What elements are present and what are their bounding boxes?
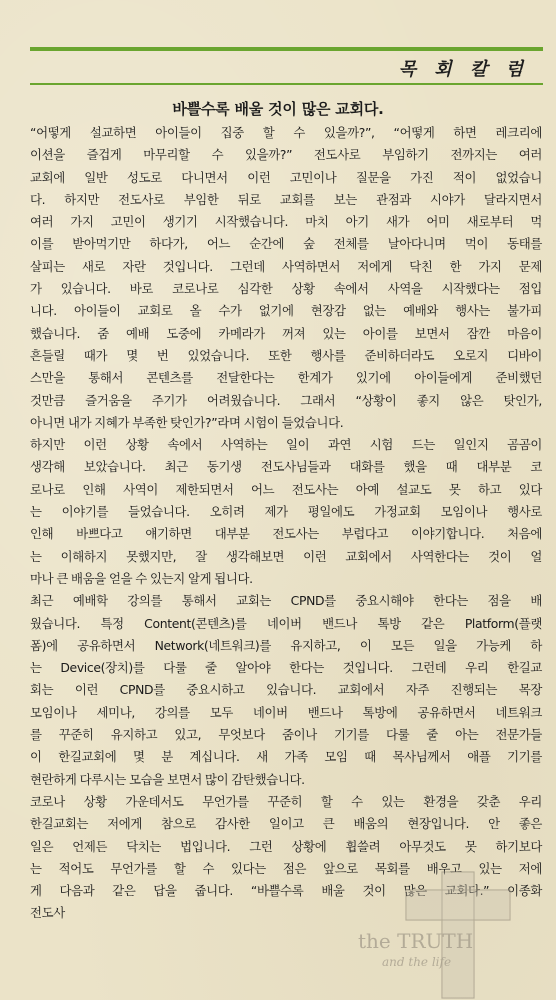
article-line: 게 다음과 같은 답을 줍니다. “바쁠수록 배울 것이 많은 교회다.” 이종화 bbox=[30, 883, 542, 899]
article-line: 살피는 새로 자란 것입니다. 그런데 사역하면서 저에게 닥친 한 가지 문제 bbox=[30, 258, 542, 274]
article-line: 니다. 아이들이 교회로 올 수가 없기에 현장감 없는 예배와 행사는 불가피 bbox=[30, 303, 542, 319]
article-line: 생각해 보았습니다. 최근 동기생 전도사님들과 대화를 했을 때 대부분 코 bbox=[30, 459, 542, 475]
article-line: “어떻게 설교하면 아이들이 집중 할 수 있을까?”, “어떻게 하면 레크리에 bbox=[30, 125, 542, 140]
article-line: 전도사 bbox=[30, 905, 65, 921]
article-body bbox=[30, 122, 542, 925]
article-line: 는 Device(장치)를 다룰 줄 알아야 한다는 것입니다. 그런데 우리 한길교 bbox=[30, 660, 542, 676]
article-line: 흔들릴 때가 몇 번 있었습니다. 또한 행사를 준비하더라도 오로지 디바이 bbox=[30, 347, 542, 363]
watermark-text-life: and the life bbox=[382, 955, 452, 969]
article-line: 최근 예배학 강의를 통해서 교회는 CPND를 중요시해야 한다는 점을 배 bbox=[30, 593, 542, 609]
article-line: 모임이나 세미나, 강의를 모두 네이버 밴드나 톡방에 공유하면서 네트워크 bbox=[30, 704, 542, 720]
article-line: 하지만 이런 상황 속에서 사역하는 일이 과연 시험 드는 일인지 곰곰이 bbox=[30, 437, 542, 453]
article-line: 것만큼 즐거움을 주기가 어려웠습니다. 그래서 “상황이 좋지 않은 탓인가, bbox=[30, 392, 542, 408]
article-line: 인해 바쁘다고 얘기하면 대부분 전도사는 부럽다고 이야기합니다. 처음에 bbox=[30, 526, 542, 542]
article-line: 교회에 일반 성도로 다니면서 이런 고민이나 질문을 가진 적이 없었습니 bbox=[30, 169, 542, 185]
article-line: 여러 가지 고민이 생기기 시작했습니다. 마치 아기 새가 어미 새로부터 먹 bbox=[30, 214, 542, 230]
watermark-text-truth: the TRUTH bbox=[358, 929, 474, 953]
article-line: 는 적어도 무언가를 할 수 있다는 점은 앞으로 목회를 배우고 있는 저에 bbox=[30, 860, 542, 876]
article-line: 를 꾸준히 유지하고 있고, 무엇보다 줌이나 기기를 다룰 줄 아는 전문가들 bbox=[30, 727, 542, 743]
article-line: 로나로 인해 사역이 제한되면서 어느 전도사는 아예 설교도 못 하고 있다 bbox=[30, 481, 542, 497]
column-header bbox=[30, 47, 543, 87]
article-line: 이를 받아먹기만 하다가, 어느 순간에 숲 전체를 날아다니며 먹이 동태를 bbox=[30, 236, 542, 252]
article-line: 다. 하지만 전도사로 부임한 뒤로 교회를 보는 관점과 시야가 달라지면서 bbox=[30, 191, 542, 207]
article-line: 는 이해하지 못했지만, 잘 생각해보면 이런 교회에서 사역한다는 것이 얼 bbox=[30, 548, 542, 564]
article-line: 이션을 즐겁게 마무리할 수 있을까?” 전도사로 부임하기 전까지는 여러 bbox=[30, 147, 542, 163]
article-line: 회는 이런 CPND를 중요시하고 있습니다. 교회에서 자주 진행되는 목장 bbox=[30, 682, 542, 698]
article-line: 코로나 상황 가운데서도 무언가를 꾸준히 할 수 있는 환경을 갖춘 우리 bbox=[30, 793, 542, 809]
header-top-rule bbox=[30, 47, 543, 51]
article-line: 이 한길교회에 몇 분 계십니다. 새 가족 모임 때 목사님께서 애플 기기를 bbox=[30, 749, 542, 765]
article-line: 아니면 내가 지혜가 부족한 탓인가?”라며 시험이 들었습니다. bbox=[30, 414, 344, 430]
article-line: 가 있습니다. 바로 코로나로 심각한 상황 속에서 사역을 시작했다는 점입 bbox=[30, 281, 542, 297]
article-line: 스만을 통해서 콘텐츠를 전달한다는 한계가 있기에 아이들에게 준비했던 bbox=[30, 370, 542, 386]
article-line: 는 이야기를 들었습니다. 오히려 제가 평일에도 가정교회 모임이나 행사로 bbox=[30, 504, 542, 520]
article-line: 일은 언제든 닥치는 법입니다. 그런 상황에 휩쓸려 아무것도 못 하기보다 bbox=[30, 838, 542, 854]
article-line: 현란하게 다루시는 모습을 보면서 많이 감탄했습니다. bbox=[30, 771, 305, 787]
article-line: 폼)에 공유하면서 Network(네트워크)를 유지하고, 이 모든 일을 가능케 하 bbox=[30, 637, 542, 653]
article-line: 한길교회는 저에게 참으로 감사한 일이고 큰 배움의 현장입니다. 안 좋은 bbox=[30, 816, 542, 832]
article-line: 마나 큰 배움을 얻을 수 있는지 알게 됩니다. bbox=[30, 570, 253, 586]
article-line: 했습니다. 줌 예배 도중에 카메라가 꺼져 있는 아이를 보면서 잠깐 마음이 bbox=[30, 325, 542, 341]
section-title: 목 회 칼 럼 bbox=[398, 59, 529, 80]
article-title: 바쁠수록 배울 것이 많은 교회다. bbox=[172, 100, 384, 118]
header-bottom-rule bbox=[30, 83, 543, 85]
article-line: 웠습니다. 특정 Content(콘텐츠)를 네이버 밴드나 톡방 같은 Platform(플랫 bbox=[30, 615, 542, 631]
